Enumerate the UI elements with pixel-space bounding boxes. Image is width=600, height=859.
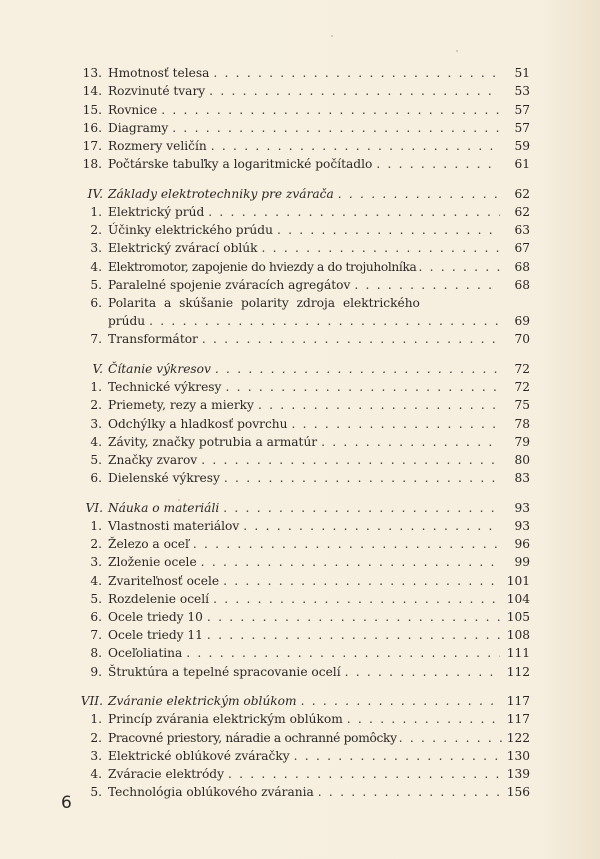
toc-entry[interactable] [74,433,530,451]
entry-title: Závity, značky potrubia a armatúr [108,434,318,449]
entry-number: 5. [90,785,102,800]
toc-entry[interactable] [74,571,530,589]
leader-dots [161,101,500,119]
entry-page: 104 [506,591,530,606]
entry-number: 7. [90,628,102,643]
entry-title: Elektrický zvárací oblúk [108,241,258,256]
leader-dots [202,330,500,348]
chapter-page: 62 [514,186,530,201]
entry-title: Železo a oceľ [108,537,189,552]
chapter-page: 93 [514,500,530,515]
entry-number: 4. [90,434,102,449]
chapter-heading[interactable] [74,360,530,378]
leader-dots [418,258,502,276]
entry-title: Technické výkresy [108,380,222,395]
toc-entry[interactable] [74,137,530,155]
leader-dots [301,692,500,710]
entry-number: 2. [90,223,102,238]
entry-page: 67 [514,241,530,256]
entry-title: Rozvinuté tvary [108,84,206,99]
leader-dots [321,433,500,451]
entry-title: Transformátor [108,332,198,347]
entry-page: 108 [506,628,530,643]
toc-entry[interactable] [74,119,530,137]
entry-page: 70 [514,332,530,347]
leader-dots [207,608,500,626]
entry-page: 130 [506,748,530,763]
entry-number: 3. [90,241,102,256]
entry-page: 111 [506,646,530,661]
entry-number: 6. [90,471,102,486]
toc-entry[interactable] [74,662,530,680]
chapter-number: IV. [87,186,103,201]
entry-page: 69 [514,314,530,329]
entry-number: 4. [90,259,102,274]
entry-page: 68 [514,259,530,274]
toc-entry[interactable] [74,608,530,626]
leader-dots [318,783,500,801]
chapter-title: Základy elektrotechniky pre zvárača [108,186,334,201]
toc-entry[interactable] [74,590,530,608]
entry-number: 5. [90,277,102,292]
paper-speck [331,35,333,37]
entry-title: Vlastnosti materiálov [108,519,240,533]
leader-dots [186,644,500,662]
leader-dots [345,663,500,681]
entry-number: 15. [82,102,102,117]
entry-page: 57 [514,120,530,135]
entry-page: 105 [506,609,530,624]
entry-title: Rozdelenie ocelí [108,591,210,606]
leader-dots [209,82,500,100]
leader-dots [172,119,500,137]
toc-entry[interactable] [74,414,530,432]
toc-entry[interactable] [74,203,530,221]
entry-title: Účinky elektrického prúdu [108,223,273,238]
toc-entry[interactable] [74,64,530,82]
toc-entry[interactable] [74,294,530,312]
entry-number: 2. [90,398,102,413]
chapter-title: Čítanie výkresov [108,362,211,376]
toc-entry[interactable] [74,100,530,118]
entry-page: 57 [514,102,530,117]
entry-title: Priemety, rezy a mierky [108,398,254,413]
leader-dots [399,729,502,747]
toc-entry[interactable] [74,469,530,487]
leader-dots [376,155,500,173]
entry-number: 2. [90,537,102,552]
entry-page: 112 [506,664,530,679]
entry-number: 2. [90,730,102,745]
entry-page: 79 [514,434,530,449]
chapter-number: VII. [80,694,103,709]
entry-title: Rozmery veličín [108,138,207,153]
entry-title: Technológia oblúkového zvárania [108,785,314,800]
entry-page: 61 [514,157,530,172]
entry-title: Princíp zvárania elektrickým oblúkom [108,712,343,727]
entry-title: Elektrický prúd [108,205,205,219]
leader-dots [354,276,500,294]
toc-entry[interactable] [74,396,530,414]
entry-number: 9. [90,664,102,679]
entry-title: Polarita a skúšanie polarity zdroja elektrického [108,295,420,310]
leader-dots [149,312,500,330]
entry-page: 139 [506,766,530,781]
entry-page: 117 [506,712,530,727]
entry-title: Štruktúra a tepelné spracovanie ocelí [108,664,341,679]
entry-title: Dielenské výkresy [108,471,220,486]
leader-dots [262,239,500,257]
entry-title: Počtárske tabuľky a logaritmické počítadlo [108,157,373,172]
entry-number: 18. [82,157,102,172]
entry-page: 96 [514,537,530,552]
toc-entry[interactable] [74,330,530,348]
leader-dots [225,378,500,396]
entry-number: 1. [90,712,102,727]
entry-page: 75 [514,398,530,413]
toc-entry[interactable] [74,155,530,173]
entry-number: 7. [90,332,102,347]
leader-dots [228,765,500,783]
top-entries [74,64,530,173]
entry-page: 83 [514,471,530,486]
toc-entry[interactable] [74,276,530,294]
toc-entry[interactable] [74,747,530,765]
leader-dots [213,64,500,82]
entry-number: 3. [90,416,102,431]
chapter-page: 117 [506,694,530,709]
leader-dots [277,221,500,239]
entry-number: 3. [90,748,102,763]
entry-title: Zváracie elektródy [108,766,224,781]
entry-page: 93 [514,519,530,533]
toc-entry[interactable] [74,451,530,469]
entry-page: 53 [514,84,530,99]
leader-dots [201,553,500,571]
entry-page: 78 [514,416,530,431]
entry-page: 80 [514,452,530,467]
leader-dots [211,137,500,155]
toc-entry[interactable] [74,644,530,662]
toc-entry-continuation[interactable] [74,312,530,330]
leader-dots [347,710,500,728]
chapter-page: 72 [514,362,530,376]
toc-entry[interactable] [74,535,530,553]
chapter-iv [74,185,530,349]
entry-title: Zvariteľnosť ocele [108,573,220,588]
leader-dots [258,396,500,414]
entry-title: Značky zvarov [108,452,198,467]
leader-dots [213,590,500,608]
entry-number: 5. [90,591,102,606]
entry-page: 99 [514,555,530,570]
chapter-heading[interactable] [74,499,530,517]
table-of-contents [74,64,530,801]
chapter-number: V. [92,362,103,376]
leader-dots [223,499,500,517]
leader-dots [201,451,500,469]
chapter-heading[interactable] [74,185,530,203]
entry-title: Elektrické oblúkové zváračky [108,748,290,763]
entry-title: Paralelné spojenie zváracích agregátov [108,277,351,292]
chapter-number: VI. [85,500,103,515]
toc-entry[interactable] [74,239,530,257]
leader-dots [291,415,500,433]
toc-entry[interactable] [74,517,530,535]
entry-title: Odchýlky a hladkosť povrchu [108,416,288,431]
entry-page: 156 [506,785,530,800]
entry-number: 4. [90,573,102,588]
entry-number: 13. [82,66,102,81]
entry-title: Diagramy [108,120,169,135]
entry-number: 17. [82,138,102,153]
leader-dots [338,185,500,203]
chapter-title: Zváranie elektrickým oblúkom [108,694,297,709]
toc-entry[interactable] [74,257,530,275]
entry-title: Ocele triedy 10 [108,609,203,624]
chapter-title: Náuka o materiáli [108,500,220,515]
leader-dots [243,517,500,535]
leader-dots [207,626,500,644]
entry-page: 101 [506,573,530,588]
entry-number: 6. [90,609,102,624]
leader-dots [294,747,500,765]
toc-entry[interactable] [74,82,530,100]
leader-dots [208,203,500,221]
entry-number: 3. [90,555,102,570]
toc-entry[interactable] [74,626,530,644]
chapter-v [74,360,530,487]
entry-page: 62 [514,205,530,219]
entry-number: 1. [90,519,102,533]
entry-number: 16. [82,120,102,135]
leader-dots [223,572,500,590]
toc-entry[interactable] [74,710,530,728]
entry-number: 5. [90,452,102,467]
entry-title-continuation: prúdu [108,314,146,329]
entry-number: 1. [90,205,102,219]
paper-speck [456,50,458,52]
chapter-vii [74,692,530,801]
chapter-vi [74,499,530,681]
entry-page: 59 [514,138,530,153]
toc-entry[interactable] [74,378,530,396]
entry-title: Oceľoliatina [108,646,183,661]
entry-title: Elektromotor, zapojenie do hviezdy a do trojuholníka [108,259,417,274]
toc-entry[interactable] [74,783,530,801]
leader-dots [193,535,500,553]
entry-title: Ocele triedy 11 [108,628,203,643]
entry-title: Rovnice [108,102,158,117]
entry-number: 14. [82,84,102,99]
leader-dots [215,360,500,378]
entry-page: 63 [514,223,530,238]
page-number: 6 [61,793,72,813]
entry-number: 4. [90,766,102,781]
toc-entry[interactable] [74,553,530,571]
entry-title: Zloženie ocele [108,555,197,570]
entry-title: Hmotnosť telesa [108,66,210,81]
entry-number: 1. [90,380,102,395]
entry-page: 68 [514,277,530,292]
leader-dots [224,469,500,487]
toc-entry[interactable] [74,221,530,239]
entry-number: 6. [90,295,102,310]
entry-title: Pracovné priestory, náradie a ochranné pomôcky [108,730,397,745]
entry-number: 8. [90,646,102,661]
chapter-heading[interactable] [74,692,530,710]
entry-page: 51 [514,66,530,81]
entry-page: 72 [514,380,530,395]
toc-entry[interactable] [74,728,530,746]
toc-entry[interactable] [74,765,530,783]
entry-page: 122 [506,730,530,745]
